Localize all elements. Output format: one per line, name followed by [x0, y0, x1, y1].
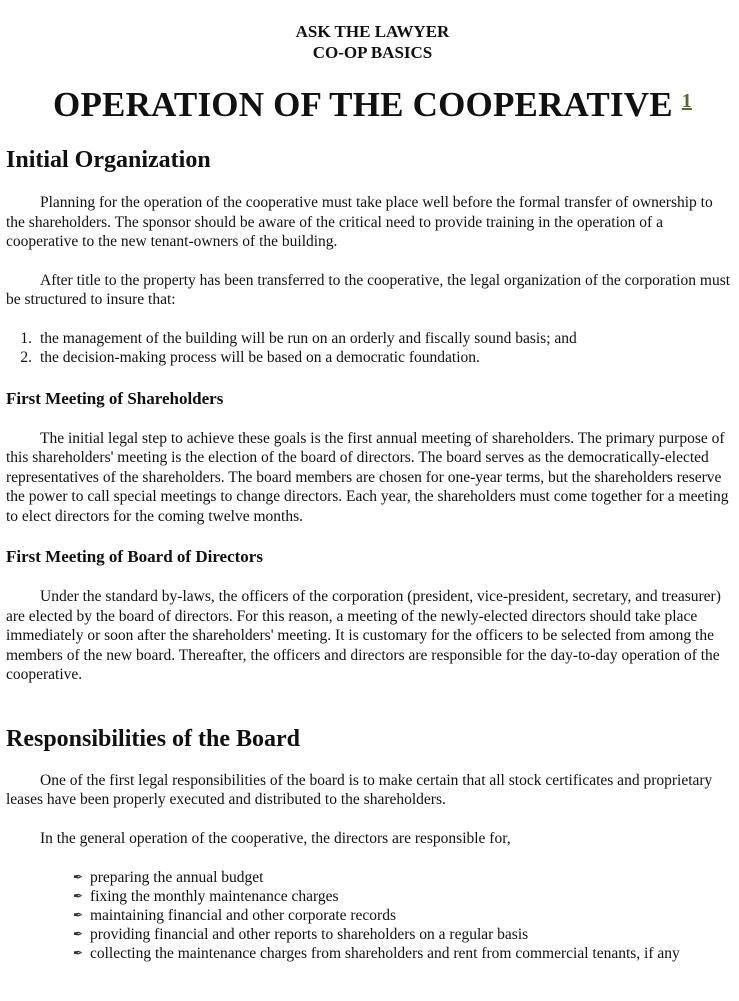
paragraph: The initial legal step to achieve these goals is the first annual meeting of shareholders. The primary purpose of this shareholders' meeting is the election of the board of directors. The board serves as the democratically-elected representatives of the shareholders. The board members are chosen for one-year terms, but the shareholders reserve the power to call special meetings to change directors. Each year, the shareholders must come together for a meeting to elect directors for the coming twelve months. — [6, 429, 729, 525]
list-item — [6, 944, 739, 963]
document-header — [6, 0, 739, 63]
list-item — [6, 887, 739, 906]
list-item-text: collecting the maintenance charges from shareholders and rent from commercial tenants, if any — [90, 945, 680, 962]
section-heading-responsibilities: Responsibilities of the Board — [6, 725, 301, 752]
list-item — [6, 348, 739, 367]
list-item-text: the management of the building will be run on an orderly and fiscally sound basis; and — [40, 329, 577, 347]
list-item — [6, 329, 739, 348]
list-item-text: the decision-making process will be based on a democratic foundation. — [40, 348, 480, 366]
quill-pen-icon: ✒ — [73, 889, 84, 903]
quill-pen-icon: ✒ — [73, 908, 84, 922]
numbered-list — [6, 329, 739, 367]
paragraph: One of the first legal responsibilities of the board is to make certain that all stock certificates and proprietary leases have been properly executed and distributed to the shareholders. — [6, 771, 713, 808]
quill-pen-icon: ✒ — [73, 870, 84, 884]
paragraph: Under the standard by-laws, the officers of the corporation (president, vice-president, secretary, and treasurer) are elected by the board of directors. For this reason, a meeting of the newly-elected directors should take place immediately or soon after the shareholders' meeting. It is customary for the officers to be selected from among the members of the new board. Thereafter, the officers and directors are responsible for the day-to-day operation of the cooperative. — [6, 588, 721, 683]
list-item — [6, 906, 739, 925]
list-item-text: preparing the annual budget — [90, 869, 264, 886]
section-heading-initial-organization: Initial Organization — [6, 147, 211, 173]
page-title — [6, 85, 739, 125]
header-line-1: ASK THE LAWYER — [295, 22, 450, 41]
list-item-number: 1. — [20, 329, 32, 347]
list-item — [6, 925, 739, 944]
list-item-text: maintaining financial and other corporate records — [90, 907, 396, 924]
quill-pen-icon: ✒ — [73, 927, 84, 941]
header-line-2: CO-OP BASICS — [312, 43, 433, 62]
paragraph: After title to the property has been transferred to the cooperative, the legal organization of the corporation must be structured to insure that: — [6, 271, 731, 308]
list-item-text: fixing the monthly maintenance charges — [90, 888, 339, 905]
subsection-heading-first-meeting-shareholders: First Meeting of Shareholders — [6, 388, 224, 408]
paragraph: Planning for the operation of the cooperative must take place well before the formal transfer of ownership to the shareholders. The sponsor should be aware of the critical need to provide training in the operation of a cooperative to the new tenant-owners of the building. — [6, 194, 713, 250]
paragraph: In the general operation of the cooperative, the directors are responsible for, — [40, 829, 511, 847]
list-item — [6, 868, 739, 887]
page-title-text: OPERATION OF THE COOPERATIVE — [53, 85, 673, 124]
bullet-list — [6, 868, 739, 963]
subsection-heading-first-meeting-board: First Meeting of Board of Directors — [6, 547, 263, 566]
list-item-number: 2. — [20, 348, 32, 366]
list-item-text: providing financial and other reports to shareholders on a regular basis — [90, 926, 529, 943]
footnote-link[interactable]: 1 — [681, 90, 692, 112]
quill-pen-icon: ✒ — [73, 946, 84, 960]
